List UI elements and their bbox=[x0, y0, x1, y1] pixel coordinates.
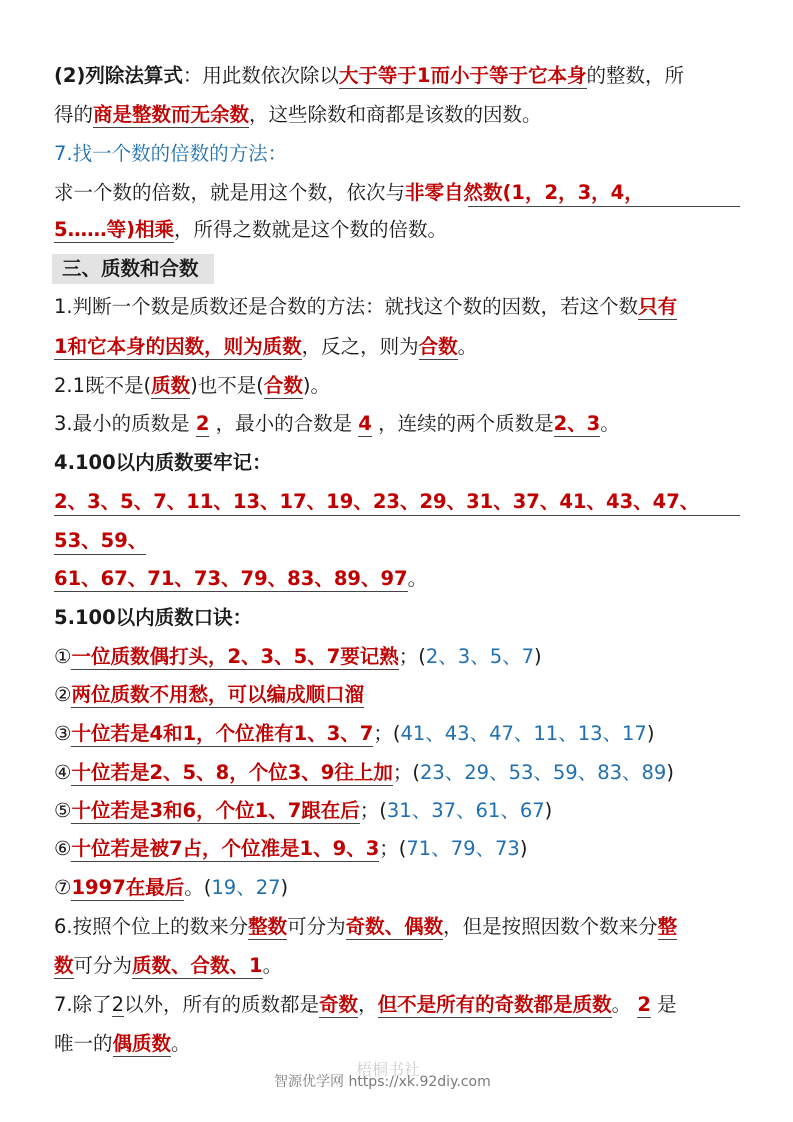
text: 。 bbox=[611, 993, 632, 1016]
text: 唯一的 bbox=[54, 1032, 113, 1055]
paragraph-point7-line2 bbox=[54, 1030, 191, 1058]
text: 求一个数的倍数，就是用这个数，依次与 bbox=[54, 181, 406, 204]
rhyme-numbers: 71、79、73 bbox=[406, 837, 520, 860]
rhyme-numbers: 31、37、61、67 bbox=[386, 799, 545, 822]
text: ，但是按照因数个数来分 bbox=[443, 915, 658, 938]
answer-composite: 合数 bbox=[418, 335, 458, 358]
rhyme-text: 十位若是3和6，个位1、7跟在后 bbox=[71, 799, 360, 822]
paragraph-point6-line2 bbox=[54, 952, 282, 980]
text: ；( bbox=[398, 645, 426, 668]
text: ；( bbox=[373, 722, 401, 745]
text: 的整数，所 bbox=[586, 64, 685, 87]
rhyme-item bbox=[54, 797, 552, 825]
rhyme-text: 1997在最后 bbox=[71, 876, 185, 899]
text: 6.按照个位上的数来分 bbox=[54, 915, 249, 938]
text: ， bbox=[358, 993, 378, 1016]
answer-integer-part1: 整 bbox=[657, 915, 678, 938]
text: 。 bbox=[407, 567, 428, 590]
paragraph-point1-line1 bbox=[54, 293, 677, 321]
text: ② bbox=[54, 683, 72, 706]
watermark-brand: 梧桐书社 bbox=[356, 1060, 421, 1079]
text: ，连续的两个质数是 bbox=[371, 412, 554, 435]
paragraph-division-method-line1 bbox=[54, 62, 684, 90]
text: ，所得之数就是这个数的倍数。 bbox=[173, 218, 447, 241]
text: ) bbox=[519, 837, 528, 860]
answer-multiply: 5……等)相乘 bbox=[54, 218, 174, 241]
answer-composite: 合数 bbox=[263, 374, 303, 397]
rhyme-item bbox=[54, 874, 288, 902]
text: 。 bbox=[171, 1032, 191, 1055]
text: 得的 bbox=[54, 103, 94, 126]
text: 。 bbox=[600, 412, 620, 435]
text: 以外，所有的质数都是 bbox=[124, 993, 320, 1016]
text: ；( bbox=[379, 837, 407, 860]
rhyme-text: 十位若是4和1，个位准有1、3、7 bbox=[71, 722, 374, 745]
text: ⑥ bbox=[54, 837, 72, 860]
text: 。( bbox=[184, 876, 212, 899]
rhyme-numbers: 2、3、5、7 bbox=[425, 645, 535, 668]
section-title-primes-composites: 三、质数和合数 bbox=[62, 257, 199, 280]
answer-consecutive-primes: 2、3 bbox=[553, 412, 601, 435]
text: ，这些除数和商都是该数的因数。 bbox=[249, 103, 542, 126]
text: 是 bbox=[657, 993, 677, 1016]
text: ，最小的合数是 bbox=[209, 412, 359, 435]
text: 可分为 bbox=[73, 954, 133, 977]
paragraph-point3 bbox=[54, 410, 620, 438]
prime-list-line3 bbox=[54, 565, 427, 593]
label-division-formula: (2)列除法算式 bbox=[54, 64, 183, 87]
underline bbox=[468, 206, 740, 207]
answer-prime: 质数 bbox=[151, 374, 191, 397]
answer-integer: 整数 bbox=[248, 915, 288, 938]
answer-only-has: 只有 bbox=[638, 295, 678, 318]
text: ) bbox=[646, 722, 655, 745]
paragraph-multiples-line1 bbox=[54, 179, 644, 207]
text: ⑤ bbox=[54, 799, 72, 822]
paragraph-point1-line2 bbox=[54, 333, 477, 361]
paragraph-division-method-line2 bbox=[54, 101, 542, 129]
underline bbox=[54, 554, 146, 555]
rhyme-numbers: 23、29、53、59、83、89 bbox=[419, 761, 667, 784]
heading-find-multiples: 7.找一个数的倍数的方法： bbox=[54, 142, 288, 165]
answer-odd-even: 奇数、偶数 bbox=[345, 915, 444, 938]
text: ：用此数依次除以 bbox=[182, 64, 339, 87]
rhyme-item bbox=[54, 681, 364, 709]
rhyme-text: 两位质数不用愁，可以编成顺口溜 bbox=[71, 683, 364, 706]
answer-two: 2 bbox=[637, 993, 651, 1016]
answer-even-prime: 偶质数 bbox=[112, 1032, 172, 1055]
answer-quotient: 商是整数而无余数 bbox=[93, 103, 250, 126]
text: ；( bbox=[359, 799, 387, 822]
answer-not-all-odd-prime: 但不是所有的奇数都是质数 bbox=[377, 993, 612, 1016]
text: ，反之，则为 bbox=[301, 335, 419, 358]
paragraph-point7-line1 bbox=[54, 991, 677, 1019]
text: ；( bbox=[392, 761, 420, 784]
text: ⑦ bbox=[54, 876, 72, 899]
underlined-two: 2 bbox=[111, 993, 125, 1016]
heading-primes-under-100: 4.100以内质数要牢记： bbox=[54, 451, 272, 474]
answer-integer-part2: 数 bbox=[54, 954, 74, 977]
rhyme-item bbox=[54, 720, 654, 748]
answer-prime-composite-one: 质数、合数、1 bbox=[132, 954, 263, 977]
rhyme-item bbox=[54, 835, 527, 863]
paragraph-multiples-line2 bbox=[54, 216, 447, 244]
rhyme-numbers: 19、27 bbox=[211, 876, 281, 899]
text: ③ bbox=[54, 722, 72, 745]
text: 可分为 bbox=[287, 915, 346, 938]
answer-smallest-composite: 4 bbox=[358, 412, 372, 435]
prime-list-line2: 53、59、 bbox=[54, 529, 148, 552]
text: ) bbox=[534, 645, 542, 668]
prime-list-line1: 2、3、5、7、11、13、17、19、23、29、31、37、41、43、47、 bbox=[54, 490, 700, 513]
rhyme-text: 十位若是被7占，个位准是1、9、3 bbox=[71, 837, 380, 860]
text: ) bbox=[666, 761, 674, 784]
text: 1.判断一个数是质数还是合数的方法：就找这个数的因数，若这个数 bbox=[54, 295, 639, 318]
text: ① bbox=[54, 645, 72, 668]
text: ④ bbox=[54, 761, 72, 784]
underline bbox=[54, 515, 740, 516]
rhyme-text: 十位若是2、5、8，个位3、9往上加 bbox=[71, 761, 393, 784]
heading-prime-rhymes: 5.100以内质数口诀： bbox=[54, 606, 253, 629]
answer-prime-definition: 1和它本身的因数，则为质数 bbox=[54, 335, 302, 358]
text: ) bbox=[280, 876, 289, 899]
watermark-site: 智源优学网 https://xk.92diy.com bbox=[274, 1074, 491, 1090]
text: 3.最小的质数是 bbox=[54, 412, 196, 435]
answer-odd: 奇数 bbox=[319, 993, 359, 1016]
answer-range: 大于等于1而小于等于它本身 bbox=[338, 64, 587, 87]
text: )也不是( bbox=[190, 374, 264, 397]
rhyme-text: 一位质数偶打头，2、3、5、7要记熟 bbox=[71, 645, 399, 668]
text: 7.除了 bbox=[54, 993, 112, 1016]
paragraph-point6-line1 bbox=[54, 913, 677, 941]
text: 。 bbox=[262, 954, 283, 977]
answer-smallest-prime: 2 bbox=[195, 412, 210, 435]
paragraph-point2-1 bbox=[54, 372, 330, 400]
text: )。 bbox=[302, 374, 330, 397]
text: 。 bbox=[457, 335, 478, 358]
rhyme-numbers: 41、43、47、11、13、17 bbox=[400, 722, 647, 745]
rhyme-item bbox=[54, 759, 674, 787]
rhyme-item bbox=[54, 643, 542, 671]
prime-list-end: 61、67、71、73、79、83、89、97 bbox=[54, 567, 408, 590]
text: 2.1既不是( bbox=[54, 374, 152, 397]
answer-nonzero-naturals: 非零自然数(1，2，3，4， bbox=[405, 181, 644, 204]
text: ) bbox=[544, 799, 553, 822]
